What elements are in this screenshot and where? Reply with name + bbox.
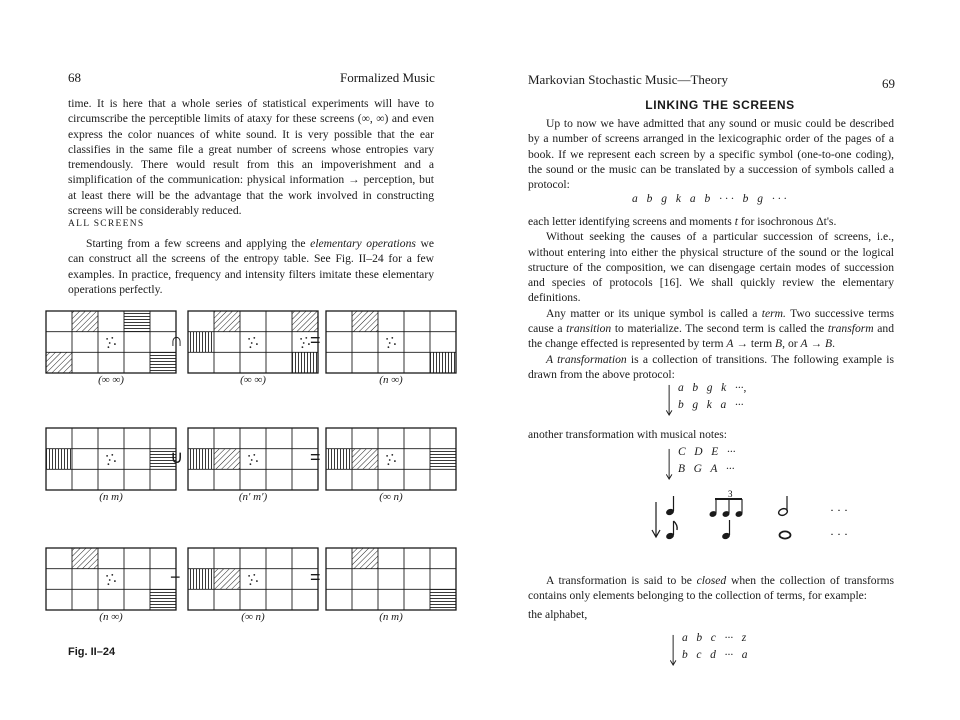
screen-label: (∞ ∞) xyxy=(98,374,124,386)
hatched-cell xyxy=(352,548,378,569)
screen-grid xyxy=(46,428,176,490)
set-operator: ∪ xyxy=(170,447,184,467)
quarter-note-icon xyxy=(665,496,675,516)
continuation-dots: · · · xyxy=(830,527,848,541)
grain-dot xyxy=(114,460,116,462)
grain-dot xyxy=(106,338,108,340)
paragraph-text: to materialize. The second term is called the xyxy=(611,322,828,336)
figure-screens xyxy=(0,300,480,640)
paragraph-text: Up to now we have admitted that any sound or music could be described by a number of screens arranged in the lexicographic order of the pages of a book. If we represent each screen by a specific symbol (one-to-one coding), the sound or the music can be translated by a succession of symbols called a protocol: xyxy=(528,117,894,192)
grain-dot xyxy=(109,579,111,581)
alphabet-transformation xyxy=(670,632,870,666)
screen-grid xyxy=(188,428,318,490)
paragraph-text: → xyxy=(807,337,825,351)
transformation-transforms: b g k a ··· xyxy=(678,399,744,411)
paragraph-text: and the change effected is represented by term xyxy=(528,322,895,351)
hatched-cell xyxy=(150,589,176,610)
figure-ii-24 xyxy=(0,300,480,660)
grain-dot xyxy=(389,342,391,344)
screen-label: (∞ n) xyxy=(379,491,403,503)
paragraph-text: Starting from a few screens and applying the xyxy=(86,237,311,250)
grain-dot xyxy=(111,574,113,576)
grain-dot xyxy=(108,583,110,585)
grain-dot xyxy=(256,580,258,582)
screen-label: (∞ ∞) xyxy=(240,374,266,386)
emphasis: elementary operations xyxy=(310,237,416,250)
hatched-cell xyxy=(46,449,72,470)
section-title: ALL SCREENS xyxy=(68,219,145,229)
transition-arrow-icon xyxy=(670,634,680,666)
paragraph-intro xyxy=(528,116,894,192)
grain-dot xyxy=(253,337,255,339)
grain-dot xyxy=(253,454,255,456)
paragraph-continued xyxy=(68,96,434,218)
set-operator: ∩ xyxy=(170,330,183,350)
grain-dot xyxy=(256,343,258,345)
transformation-terms: a b g k ··· xyxy=(678,382,744,394)
hatched-cell xyxy=(326,449,352,470)
grain-dot xyxy=(251,459,253,461)
paragraph-text: A transformation is said to be xyxy=(546,574,697,587)
paragraph-text: Without seeking the causes of a particular succession of screens, i.e., without entering into either the physical structure of the sound or the logical structure of the composition, we can disengage certain modes of succession and species of protocols [16]. We shall quickly review the elementary definitions. xyxy=(528,230,894,305)
grain-dot xyxy=(394,460,396,462)
transition-arrow-icon xyxy=(652,502,660,537)
emphasis: B xyxy=(824,337,833,351)
emphasis: closed xyxy=(696,574,727,587)
paragraph-text: , or xyxy=(782,337,801,351)
transformation-notes-example xyxy=(666,446,866,480)
equals-sign: = xyxy=(310,447,321,467)
emphasis: term. xyxy=(761,306,786,320)
hatched-cell xyxy=(292,352,318,373)
grain-dot xyxy=(386,338,388,340)
grain-dot xyxy=(251,342,253,344)
protocol-sequence: a b g k a b ··· b g ··· xyxy=(632,193,790,205)
screen-label: (n ∞) xyxy=(379,374,403,386)
running-head: Formalized Music xyxy=(340,70,435,85)
paragraph-text: time. It is here that a whole series of statistical experiments will have to circumscribe the perceptible limits of ataxy for these screens (∞, ∞) and even express the color nuances of white sound. It is very possible that the ear classifies in the same file a great number of screens whose entropies vary tremendously. There would result from this an impoverishment and a simplification of the communication: physical information → perception, but at least there will be the advantage that the work involved in constructing screens will be considerably reduced. xyxy=(68,97,434,218)
hatched-cell xyxy=(292,311,318,332)
screen-grid xyxy=(326,548,456,610)
grain-dot xyxy=(250,463,252,465)
grain-dot xyxy=(386,455,388,457)
equals-sign: = xyxy=(310,330,321,350)
page-number: 69 xyxy=(882,76,895,91)
paragraph-text: another transformation with musical notes: xyxy=(528,428,727,441)
grain-dot xyxy=(109,342,111,344)
eighth-note-icon xyxy=(665,521,677,540)
hatched-cell xyxy=(72,548,98,569)
equals-sign: = xyxy=(310,567,321,587)
grain-dot xyxy=(108,346,110,348)
hatched-cell xyxy=(188,332,214,353)
transition-arrow-icon xyxy=(666,384,676,416)
paragraph-text: . xyxy=(832,337,835,351)
hatched-cell xyxy=(430,449,456,470)
grain-dot xyxy=(302,346,304,348)
emphasis: B xyxy=(775,337,783,351)
grain-dot xyxy=(114,343,116,345)
paragraph-block xyxy=(528,214,894,382)
eighth-note-triplet-icon xyxy=(709,490,744,518)
emphasis: transition xyxy=(566,322,612,336)
hatched-cell xyxy=(214,569,240,590)
transformation-terms: a b c ··· z xyxy=(682,632,747,644)
paragraph-text: for isochronous Δt's. xyxy=(737,215,837,228)
screen-label: (n m) xyxy=(99,491,123,503)
paragraph-text: the alphabet, xyxy=(528,607,588,621)
whole-note-icon xyxy=(780,531,791,538)
transition-arrow-icon xyxy=(666,448,676,480)
grain-dot xyxy=(250,583,252,585)
grain-dot xyxy=(248,575,250,577)
paragraph-all-screens xyxy=(68,236,434,297)
emphasis: A xyxy=(726,337,734,351)
grain-dot xyxy=(251,579,253,581)
screen-label: (n ∞) xyxy=(99,611,123,623)
transformation-comma: , xyxy=(743,382,747,394)
screen-label: (n m) xyxy=(379,611,403,623)
paragraph-text: → term xyxy=(733,337,776,351)
paragraph-text: we can construct all the screens of the entropy table. See Fig. II–24 for a few examples. In practice, frequency and intensity filters imitate these elementary operations perfectly. xyxy=(68,237,434,296)
hatched-cell xyxy=(214,311,240,332)
paragraph-text: Any matter or its unique symbol is called a xyxy=(546,306,762,320)
grain-dot xyxy=(391,454,393,456)
running-head: Markovian Stochastic Music—Theory xyxy=(528,72,729,87)
grain-dot xyxy=(109,459,111,461)
hatched-cell xyxy=(352,449,378,470)
hatched-cell xyxy=(214,449,240,470)
screen-grid xyxy=(188,548,318,610)
musical-notes-transformation xyxy=(650,490,890,546)
hatched-cell xyxy=(188,569,214,590)
emphasis: t xyxy=(734,215,738,228)
screen-grid xyxy=(326,311,456,373)
paragraph-text: Two successive terms cause a xyxy=(528,306,894,336)
paragraph-text: is a collection of transitions. The following example is drawn from the above protocol: xyxy=(528,352,894,381)
paragraph-closed xyxy=(528,573,894,622)
hatched-cell xyxy=(430,352,456,373)
emphasis: A transformation xyxy=(546,352,627,366)
screen-grid xyxy=(326,428,456,490)
transformation-transforms: B G A ··· xyxy=(678,463,735,475)
right-page xyxy=(480,0,960,720)
grain-dot xyxy=(248,455,250,457)
grain-dot xyxy=(388,463,390,465)
grain-dot xyxy=(391,337,393,339)
hatched-cell xyxy=(124,311,150,332)
half-note-icon xyxy=(778,496,789,517)
emphasis: A xyxy=(800,337,808,351)
grain-dot xyxy=(106,575,108,577)
grain-dot xyxy=(256,460,258,462)
screen-grid xyxy=(188,311,318,373)
grain-dot xyxy=(253,574,255,576)
grain-dot xyxy=(111,454,113,456)
hatched-cell xyxy=(46,352,72,373)
grain-dot xyxy=(300,338,302,340)
grain-dot xyxy=(108,463,110,465)
grain-dot xyxy=(305,337,307,339)
hatched-cell xyxy=(430,589,456,610)
grain-dot xyxy=(248,338,250,340)
transformation-example xyxy=(666,382,866,416)
grain-dot xyxy=(388,346,390,348)
grain-dot xyxy=(250,346,252,348)
hatched-cell xyxy=(150,352,176,373)
grain-dot xyxy=(111,337,113,339)
screen-label: (n′ m′) xyxy=(238,491,268,503)
transformation-terms: C D E ··· xyxy=(678,446,736,458)
figure-caption: Fig. II–24 xyxy=(68,646,116,658)
screen-grid xyxy=(46,311,176,373)
hatched-cell xyxy=(188,449,214,470)
transformation-transforms: b c d ··· a xyxy=(682,649,748,661)
hatched-cell xyxy=(72,311,98,332)
quarter-note-icon xyxy=(721,520,731,540)
grain-dot xyxy=(106,455,108,457)
screen-grid xyxy=(46,548,176,610)
screen-label: (∞ n) xyxy=(241,611,265,623)
grain-dot xyxy=(394,343,396,345)
triplet-number: 3 xyxy=(728,490,733,499)
grain-dot xyxy=(389,459,391,461)
emphasis: transform xyxy=(827,322,874,336)
page-number: 68 xyxy=(68,70,81,85)
paragraph-text: when the collection of transforms contains only elements belonging to the collection of terms, for example: xyxy=(528,574,894,603)
continuation-dots: · · · xyxy=(830,503,848,517)
hatched-cell xyxy=(352,311,378,332)
section-heading: LINKING THE SCREENS xyxy=(645,98,795,112)
set-operator: − xyxy=(170,567,181,587)
grain-dot xyxy=(303,342,305,344)
grain-dot xyxy=(114,580,116,582)
paragraph-text: each letter identifying screens and moments xyxy=(528,215,735,228)
